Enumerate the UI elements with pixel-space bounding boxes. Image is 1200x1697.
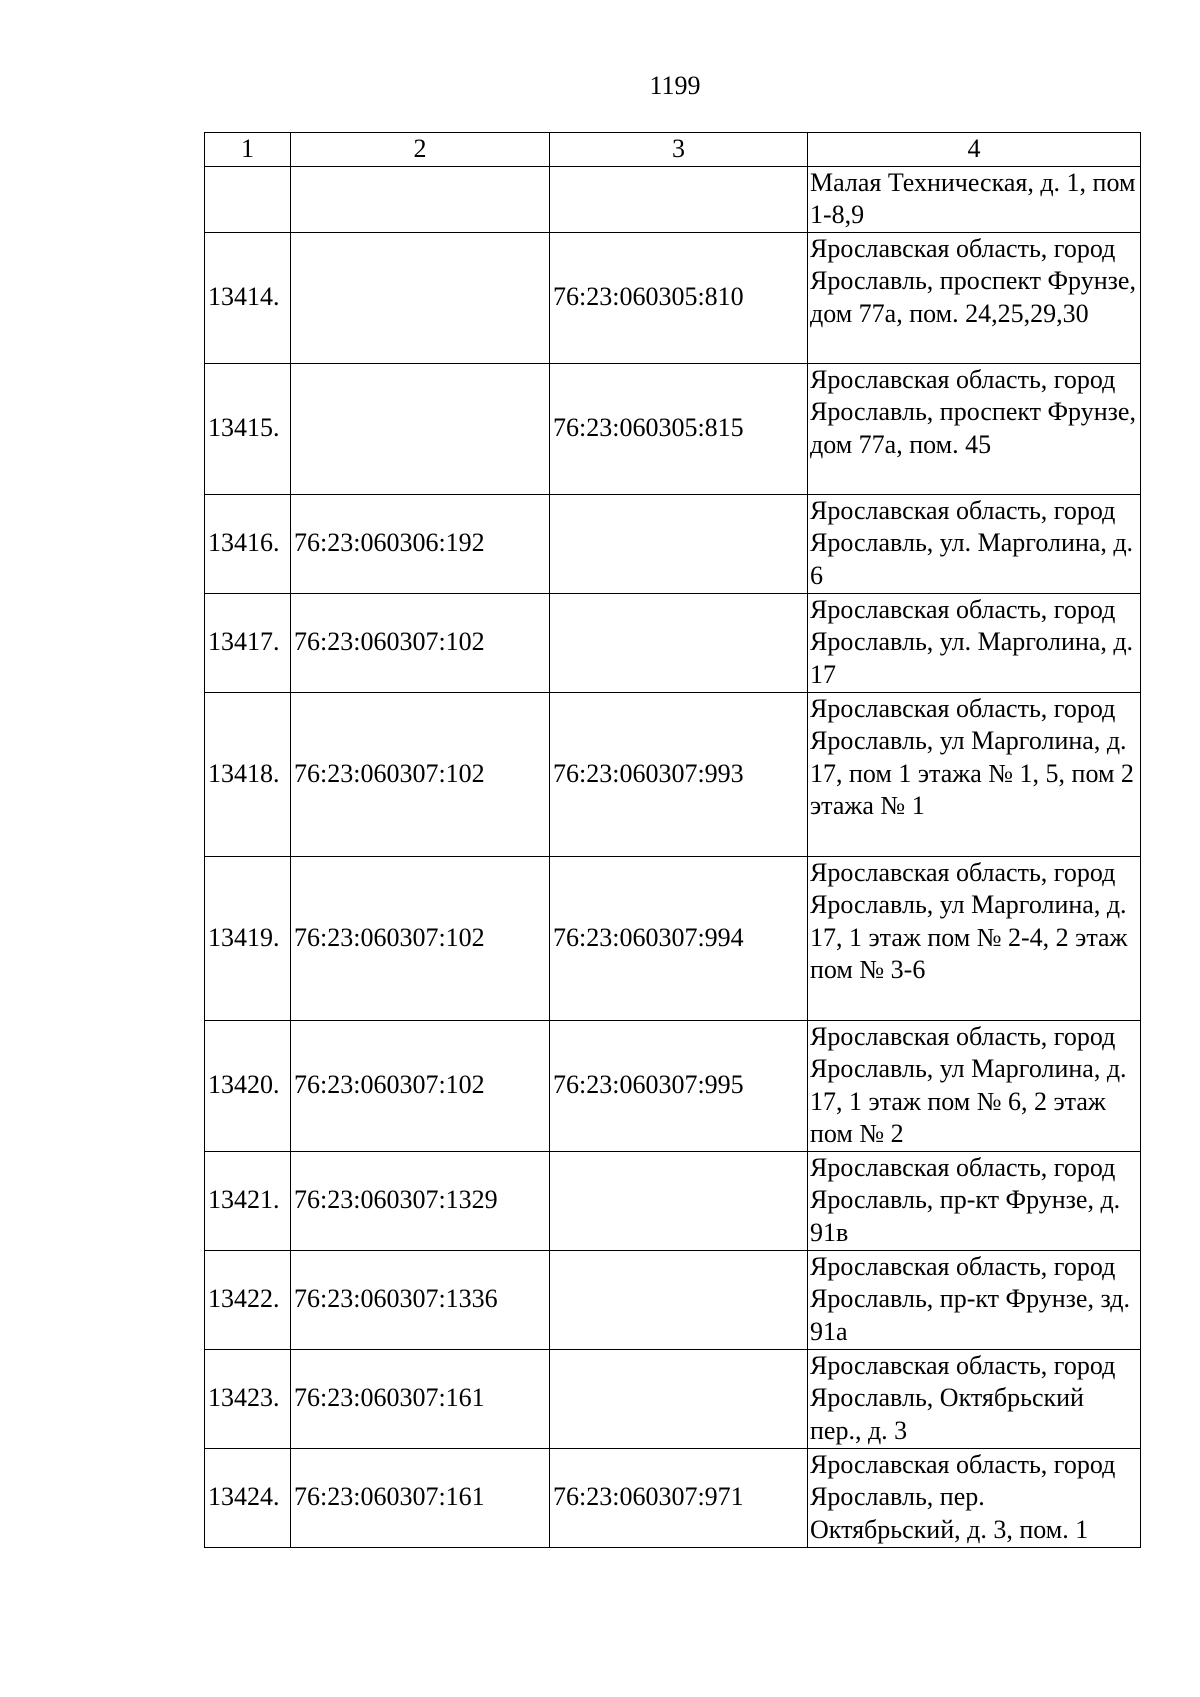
address-cell: Ярославская область, город Ярославль, Октябрьский пер., д. 3 [808, 1349, 1141, 1448]
table-row [205, 1250, 1141, 1349]
address-cell: Ярославская область, город Ярославль, ул Марголина, д. 17, 1 этаж пом № 2-4, 2 этаж пом № 3-6 [808, 856, 1141, 1020]
object-cadastral-cell: 76:23:060307:971 [550, 1448, 808, 1547]
object-cadastral-cell: 76:23:060305:810 [550, 232, 808, 363]
address-cell: Ярославская область, город Ярославль, проспект Фрунзе, дом 77а, пом. 24,25,29,30 [808, 232, 1141, 363]
address-cell: Малая Техническая, д. 1, пом 1-8,9 [808, 166, 1141, 232]
address-cell: Ярославская область, город Ярославль, проспект Фрунзе, дом 77а, пом. 45 [808, 363, 1141, 494]
table-header-row [205, 133, 1141, 167]
table-row [205, 1448, 1141, 1547]
plot-cadastral-cell [291, 363, 550, 494]
row-number-cell: 13424. [205, 1448, 291, 1547]
row-number-cell: 13417. [205, 593, 291, 692]
plot-cadastral-cell: 76:23:060307:161 [291, 1448, 550, 1547]
row-number-cell: 13415. [205, 363, 291, 494]
plot-cadastral-cell: 76:23:060307:1329 [291, 1151, 550, 1250]
address-cell: Ярославская область, город Ярославль, пр-кт Фрунзе, зд. 91а [808, 1250, 1141, 1349]
row-number-cell: 13418. [205, 692, 291, 856]
row-number-cell: 13420. [205, 1020, 291, 1151]
object-cadastral-cell [550, 1151, 808, 1250]
plot-cadastral-cell [291, 166, 550, 232]
row-number-cell: 13422. [205, 1250, 291, 1349]
table-row [205, 692, 1141, 856]
object-cadastral-cell: 76:23:060307:994 [550, 856, 808, 1020]
table-row [205, 856, 1141, 1020]
column-header: 1 [205, 133, 291, 167]
address-cell: Ярославская область, город Ярославль, пер. Октябрьский, д. 3, пом. 1 [808, 1448, 1141, 1547]
table-row [205, 593, 1141, 692]
page-number: 1199 [649, 71, 701, 100]
plot-cadastral-cell [291, 232, 550, 363]
object-cadastral-cell: 76:23:060305:815 [550, 363, 808, 494]
registry-table [204, 132, 1141, 1548]
object-cadastral-cell [550, 494, 808, 593]
object-cadastral-cell: 76:23:060307:995 [550, 1020, 808, 1151]
table-row [205, 1349, 1141, 1448]
table-row [205, 232, 1141, 363]
object-cadastral-cell [550, 166, 808, 232]
plot-cadastral-cell: 76:23:060307:161 [291, 1349, 550, 1448]
object-cadastral-cell [550, 593, 808, 692]
plot-cadastral-cell: 76:23:060307:102 [291, 856, 550, 1020]
address-cell: Ярославская область, город Ярославль, пр-кт Фрунзе, д. 91в [808, 1151, 1141, 1250]
table-row [205, 363, 1141, 494]
address-cell: Ярославская область, город Ярославль, ул. Марголина, д. 17 [808, 593, 1141, 692]
row-number-cell: 13414. [205, 232, 291, 363]
column-header: 4 [808, 133, 1141, 167]
table-row [205, 1020, 1141, 1151]
column-header: 2 [291, 133, 550, 167]
plot-cadastral-cell: 76:23:060307:102 [291, 1020, 550, 1151]
row-number-cell [205, 166, 291, 232]
table-row [205, 1151, 1141, 1250]
table-row [205, 494, 1141, 593]
object-cadastral-cell: 76:23:060307:993 [550, 692, 808, 856]
row-number-cell: 13419. [205, 856, 291, 1020]
row-number-cell: 13421. [205, 1151, 291, 1250]
plot-cadastral-cell: 76:23:060307:102 [291, 692, 550, 856]
object-cadastral-cell [550, 1349, 808, 1448]
column-header: 3 [550, 133, 808, 167]
row-number-cell: 13416. [205, 494, 291, 593]
plot-cadastral-cell: 76:23:060306:192 [291, 494, 550, 593]
row-number-cell: 13423. [205, 1349, 291, 1448]
address-cell: Ярославская область, город Ярославль, ул Марголина, д. 17, пом 1 этажа № 1, 5, пом 2 этажа № 1 [808, 692, 1141, 856]
address-cell: Ярославская область, город Ярославль, ул Марголина, д. 17, 1 этаж пом № 6, 2 этаж пом № 2 [808, 1020, 1141, 1151]
plot-cadastral-cell: 76:23:060307:102 [291, 593, 550, 692]
table-row [205, 166, 1141, 232]
plot-cadastral-cell: 76:23:060307:1336 [291, 1250, 550, 1349]
object-cadastral-cell [550, 1250, 808, 1349]
address-cell: Ярославская область, город Ярославль, ул. Марголина, д. 6 [808, 494, 1141, 593]
